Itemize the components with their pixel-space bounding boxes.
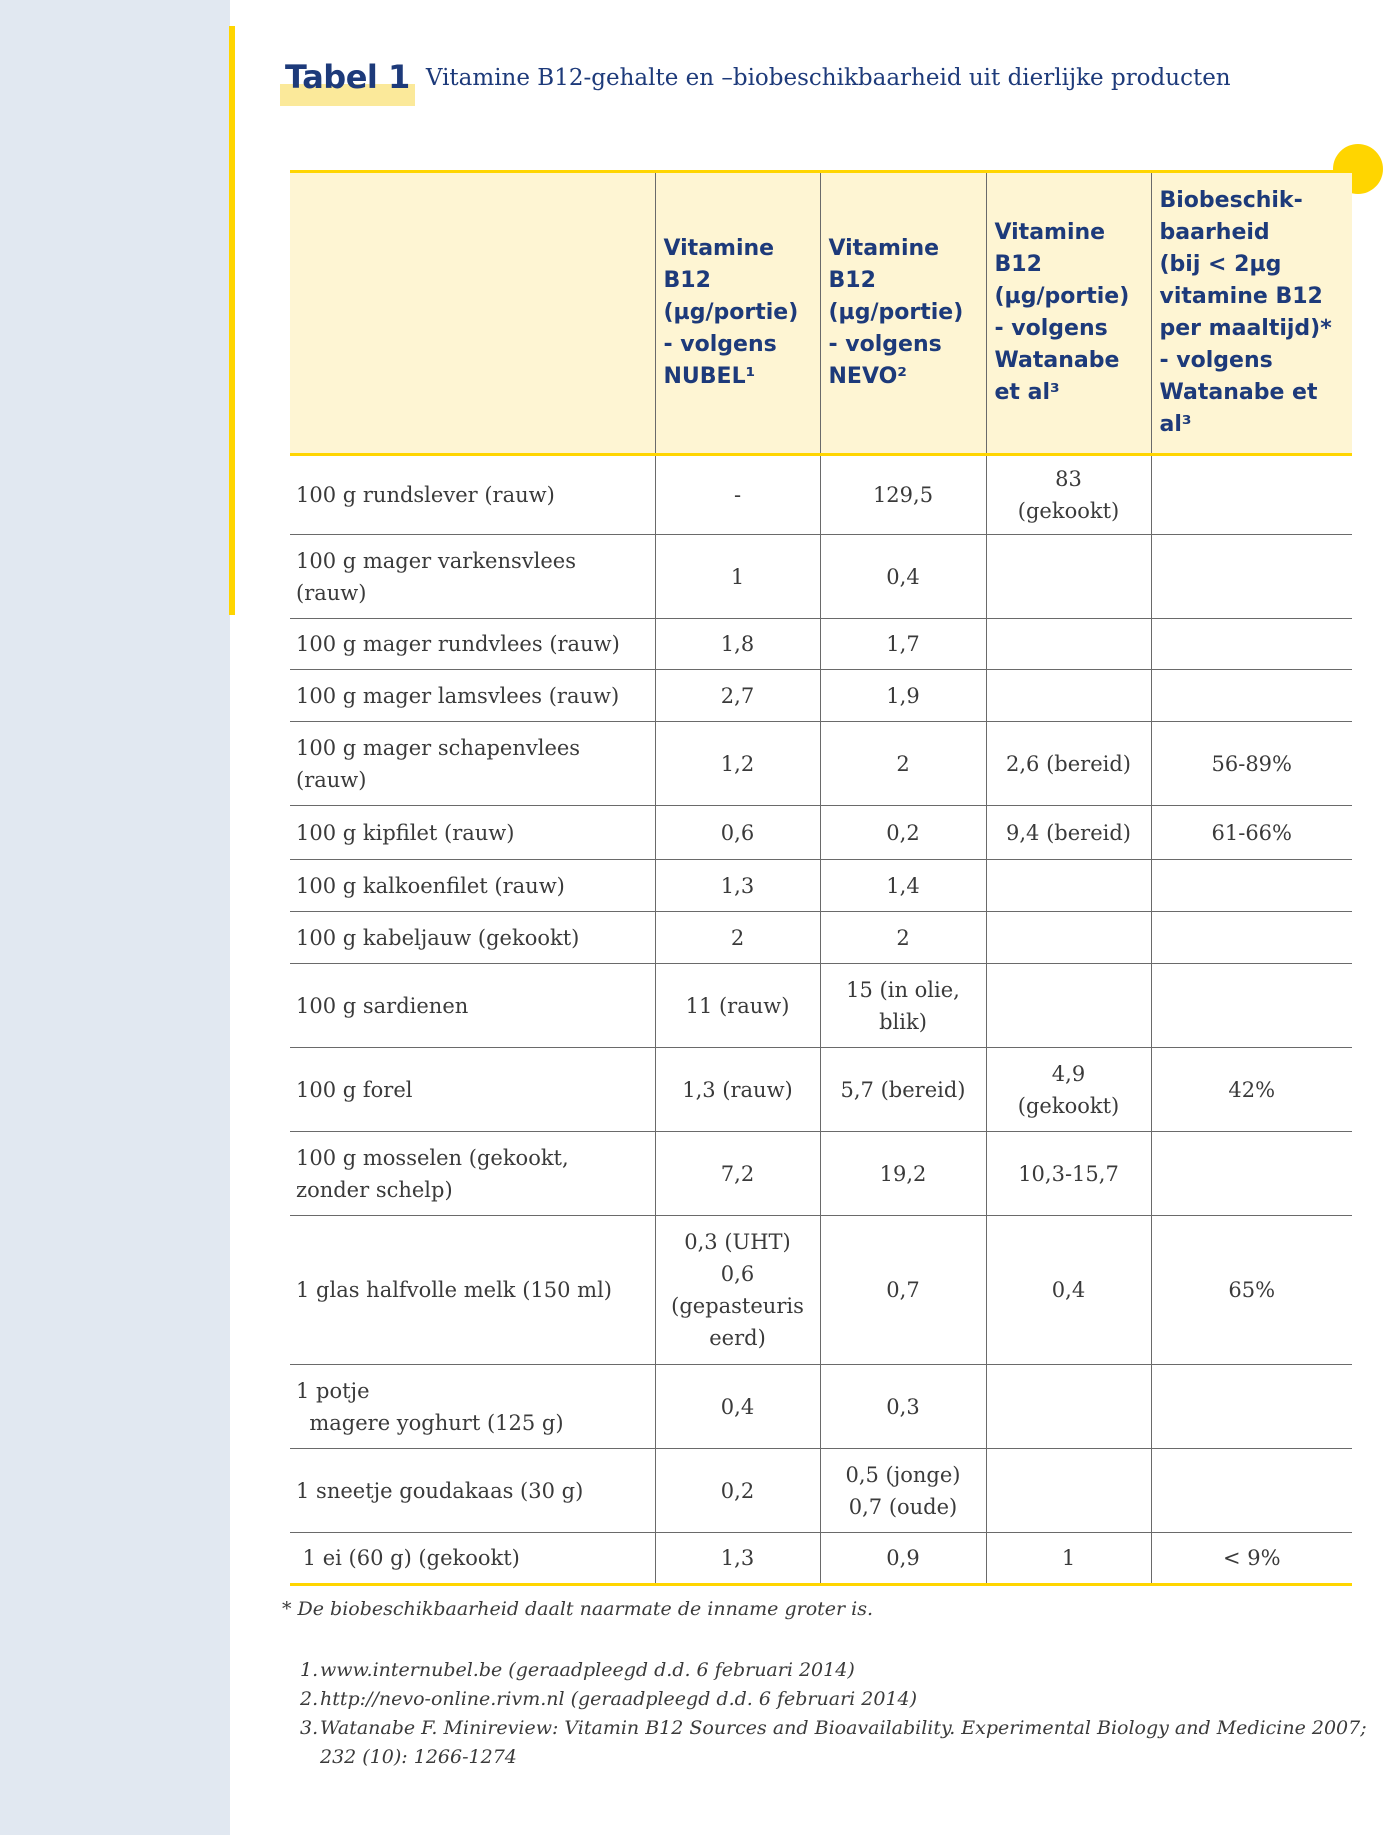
cell-nubel	[655, 806, 820, 860]
cell-nevo	[820, 619, 986, 670]
table-row	[290, 619, 1352, 670]
cell-product	[290, 1048, 655, 1132]
cell-line: 1,7	[886, 632, 920, 656]
table-row	[290, 535, 1352, 619]
cell-nubel	[655, 1449, 820, 1533]
table-row	[290, 1449, 1352, 1533]
cell-watanabe	[986, 455, 1151, 535]
header-product	[290, 172, 655, 455]
cell-nevo	[820, 670, 986, 722]
cell-line: 4,9	[1051, 1061, 1086, 1086]
cell-nevo	[820, 1365, 986, 1449]
header-line: B12	[828, 268, 876, 293]
cell-bioavailability	[1151, 1533, 1352, 1585]
table-row	[290, 1216, 1352, 1365]
cell-watanabe	[986, 670, 1151, 722]
cell-nubel	[655, 860, 820, 912]
cell-product	[290, 722, 655, 806]
footnote-bioavailability: * De biobeschikbaarheid daalt naarmate de inname groter is.	[282, 1598, 874, 1620]
references-list	[300, 1656, 1390, 1772]
cell-line: 11 (rauw)	[685, 993, 790, 1018]
cell-watanabe	[986, 1449, 1151, 1533]
cell-nevo	[820, 1216, 986, 1365]
cell-nubel	[655, 1132, 820, 1216]
cell-product	[290, 964, 655, 1048]
cell-line: 100 g kabeljauw (gekookt)	[296, 925, 580, 950]
cell-product	[290, 912, 655, 964]
cell-nevo	[820, 722, 986, 806]
cell-line: 0,7	[886, 1278, 920, 1302]
cell-line: 56-89%	[1211, 751, 1292, 776]
cell-line: blik)	[879, 1009, 927, 1034]
table-header-row	[290, 172, 1352, 455]
header-line: NUBEL¹	[663, 364, 756, 389]
cell-line: magere yoghurt (125 g)	[296, 1410, 564, 1435]
cell-nevo	[820, 535, 986, 619]
header-line: (µg/portie)	[828, 300, 964, 325]
cell-line: 100 g forel	[296, 1077, 413, 1102]
cell-watanabe	[986, 964, 1151, 1048]
cell-nubel	[655, 1216, 820, 1365]
cell-line: 1,4	[886, 873, 920, 898]
table-row	[290, 1132, 1352, 1216]
cell-bioavailability	[1151, 1048, 1352, 1132]
cell-nubel	[655, 455, 820, 535]
table-caption: Vitamine B12-gehalte en –biobeschikbaarheid uit dierlijke producten	[425, 65, 1231, 91]
cell-line: -	[733, 483, 742, 507]
cell-line: 100 g mager rundvlees (rauw)	[296, 632, 620, 656]
header-line: Watanabe et	[1159, 380, 1318, 405]
cell-watanabe	[986, 1132, 1151, 1216]
reference-number: 1.	[300, 1659, 319, 1681]
reference-text: www.internubel.be (geraadpleegd d.d. 6 februari 2014)	[320, 1659, 855, 1681]
cell-product	[290, 860, 655, 912]
cell-line: 0,2	[720, 1478, 755, 1503]
cell-watanabe	[986, 722, 1151, 806]
cell-line: eerd)	[709, 1326, 766, 1350]
cell-bioavailability	[1151, 619, 1352, 670]
cell-line: 1,3	[720, 1546, 755, 1570]
cell-nubel	[655, 722, 820, 806]
table-row	[290, 1533, 1352, 1585]
header-line: (µg/portie)	[994, 284, 1130, 309]
cell-product	[290, 670, 655, 722]
header-line: B12	[994, 252, 1042, 277]
cell-bioavailability	[1151, 806, 1352, 860]
cell-line: 2,7	[720, 683, 755, 708]
header-line: Watanabe	[994, 348, 1120, 373]
cell-line: 0,4	[720, 1394, 755, 1419]
header-line: Vitamine	[828, 236, 940, 261]
table-row	[290, 860, 1352, 912]
cell-nevo	[820, 1449, 986, 1533]
cell-product	[290, 619, 655, 670]
cell-line: 0,9	[886, 1546, 920, 1570]
cell-line: 100 g mosselen (gekookt,	[296, 1145, 569, 1170]
cell-line: 65%	[1228, 1278, 1276, 1302]
cell-product	[290, 1132, 655, 1216]
header-line: vitamine B12	[1159, 284, 1323, 309]
cell-nubel	[655, 964, 820, 1048]
reference-text: Watanabe F. Minireview: Vitamin B12 Sources and Bioavailability. Experimental Biology and Medicine 2007; 232 (10): 1266-1274	[320, 1717, 1367, 1768]
reference-text: http://nevo-online.rivm.nl (geraadpleegd d.d. 6 februari 2014)	[320, 1688, 918, 1710]
cell-line: 1,8	[720, 632, 755, 656]
cell-line: (gekookt)	[1017, 1093, 1120, 1118]
cell-line: 100 g kalkoenfilet (rauw)	[296, 873, 565, 898]
cell-bioavailability	[1151, 1449, 1352, 1533]
header-line: - volgens	[1159, 348, 1273, 373]
header-nubel	[655, 172, 820, 455]
cell-line: 2	[896, 751, 910, 776]
cell-line: < 9%	[1222, 1546, 1281, 1570]
header-bioavailability	[1151, 172, 1352, 455]
cell-line: 100 g mager lamsvlees (rauw)	[296, 683, 620, 708]
table-row	[290, 912, 1352, 964]
cell-product	[290, 1216, 655, 1365]
vitamin-b12-table	[290, 170, 1352, 1586]
cell-line: 1	[1061, 1546, 1076, 1570]
cell-line: 2,6 (bereid)	[1006, 751, 1131, 776]
cell-nubel	[655, 619, 820, 670]
cell-watanabe	[986, 1365, 1151, 1449]
cell-bioavailability	[1151, 964, 1352, 1048]
cell-bioavailability	[1151, 1365, 1352, 1449]
cell-line: 0,4	[886, 564, 920, 589]
cell-nevo	[820, 455, 986, 535]
header-line: - volgens	[828, 332, 942, 357]
header-line: baarheid	[1159, 220, 1270, 245]
cell-bioavailability	[1151, 912, 1352, 964]
cell-bioavailability	[1151, 535, 1352, 619]
cell-bioavailability	[1151, 722, 1352, 806]
cell-line: 0,5 (jonge)	[845, 1462, 961, 1487]
cell-watanabe	[986, 1048, 1151, 1132]
reference-number: 3.	[300, 1717, 319, 1739]
reference-item	[300, 1714, 1390, 1772]
reference-item	[300, 1656, 1390, 1685]
cell-line: 100 g kipfilet (rauw)	[296, 820, 515, 845]
cell-nubel	[655, 1365, 820, 1449]
cell-line: 10,3-15,7	[1018, 1161, 1119, 1186]
header-line: et al³	[994, 380, 1060, 405]
cell-line: 1,3 (rauw)	[682, 1077, 793, 1102]
yellow-accent-bar	[229, 26, 235, 615]
cell-bioavailability	[1151, 670, 1352, 722]
cell-line: 100 g mager schapenvlees	[296, 735, 581, 760]
cell-nubel	[655, 1533, 820, 1585]
cell-line: 2	[896, 925, 910, 950]
cell-line: 61-66%	[1211, 820, 1292, 845]
cell-line: 0,3	[886, 1394, 920, 1419]
cell-line: 5,7 (bereid)	[840, 1077, 966, 1102]
cell-line: 2	[730, 925, 745, 950]
cell-line: 0,4	[1051, 1278, 1086, 1302]
table-row	[290, 670, 1352, 722]
cell-line: (gepasteuris	[671, 1294, 804, 1318]
table-title	[282, 58, 1231, 96]
cell-bioavailability	[1151, 1216, 1352, 1365]
cell-line: 1	[730, 564, 745, 589]
cell-line: 0,6	[720, 1262, 755, 1286]
cell-line: 100 g sardienen	[296, 993, 469, 1018]
cell-nubel	[655, 1048, 820, 1132]
cell-line: 7,2	[720, 1161, 755, 1186]
cell-watanabe	[986, 806, 1151, 860]
cell-line: 129,5	[872, 483, 934, 507]
header-line: B12	[663, 268, 711, 293]
cell-bioavailability	[1151, 860, 1352, 912]
cell-line: 1 potje	[296, 1378, 370, 1403]
cell-bioavailability	[1151, 1132, 1352, 1216]
cell-watanabe	[986, 912, 1151, 964]
cell-product	[290, 1533, 655, 1585]
table-row	[290, 722, 1352, 806]
table-row	[290, 806, 1352, 860]
cell-line: 100 g mager varkensvlees	[296, 548, 576, 573]
cell-line: 19,2	[879, 1161, 927, 1186]
header-line: (µg/portie)	[663, 300, 799, 325]
cell-nevo	[820, 912, 986, 964]
header-watanabe	[986, 172, 1151, 455]
cell-nevo	[820, 1533, 986, 1585]
cell-line: 1,3	[720, 873, 755, 898]
header-line: Vitamine	[994, 220, 1106, 245]
cell-watanabe	[986, 535, 1151, 619]
table-row	[290, 455, 1352, 535]
header-line: per maaltijd)*	[1159, 316, 1332, 341]
cell-product	[290, 535, 655, 619]
cell-line: 0,3 (UHT)	[684, 1230, 791, 1254]
cell-watanabe	[986, 619, 1151, 670]
cell-line: 42%	[1228, 1077, 1276, 1102]
cell-line: 1,2	[720, 751, 755, 776]
cell-line: (gekookt)	[1017, 499, 1120, 523]
cell-product	[290, 1365, 655, 1449]
cell-line: 15 (in olie,	[846, 977, 960, 1002]
cell-nevo	[820, 964, 986, 1048]
table-row	[290, 1365, 1352, 1449]
table-number-label: Tabel 1	[282, 58, 413, 96]
reference-number: 2.	[300, 1688, 319, 1710]
cell-nevo	[820, 1048, 986, 1132]
cell-line: 100 g rundslever (rauw)	[296, 483, 555, 507]
cell-watanabe	[986, 1216, 1151, 1365]
cell-line: 1 ei (60 g) (gekookt)	[296, 1546, 520, 1570]
cell-nubel	[655, 912, 820, 964]
cell-line: (rauw)	[296, 767, 367, 792]
cell-line: 1,9	[886, 683, 920, 708]
cell-line: 1 glas halfvolle melk (150 ml)	[296, 1278, 612, 1302]
cell-line: (rauw)	[296, 580, 367, 605]
cell-nubel	[655, 670, 820, 722]
table-body	[290, 455, 1352, 1585]
header-line: (bij < 2µg	[1159, 252, 1282, 277]
header-line: - volgens	[994, 316, 1108, 341]
cell-line: 1 sneetje goudakaas (30 g)	[296, 1478, 584, 1503]
header-line: - volgens	[663, 332, 777, 357]
header-line: Vitamine	[663, 236, 775, 261]
left-sidebar-panel	[0, 0, 230, 1835]
table-row	[290, 964, 1352, 1048]
cell-product	[290, 1449, 655, 1533]
cell-line: 83	[1055, 467, 1082, 491]
cell-line: 0,7 (oude)	[848, 1494, 958, 1519]
header-line: NEVO²	[828, 364, 907, 389]
cell-product	[290, 806, 655, 860]
cell-bioavailability	[1151, 455, 1352, 535]
cell-watanabe	[986, 860, 1151, 912]
cell-line: 0,6	[720, 820, 755, 845]
header-nevo	[820, 172, 986, 455]
header-line: Biobeschik-	[1159, 188, 1303, 213]
cell-line: 9,4 (bereid)	[1006, 820, 1131, 845]
header-line: al³	[1159, 412, 1192, 437]
cell-line: zonder schelp)	[296, 1177, 453, 1202]
cell-watanabe	[986, 1533, 1151, 1585]
cell-nevo	[820, 806, 986, 860]
reference-item	[300, 1685, 1390, 1714]
cell-product	[290, 455, 655, 535]
cell-line: 0,2	[886, 820, 920, 845]
cell-nevo	[820, 1132, 986, 1216]
cell-nubel	[655, 535, 820, 619]
cell-nevo	[820, 860, 986, 912]
table-row	[290, 1048, 1352, 1132]
